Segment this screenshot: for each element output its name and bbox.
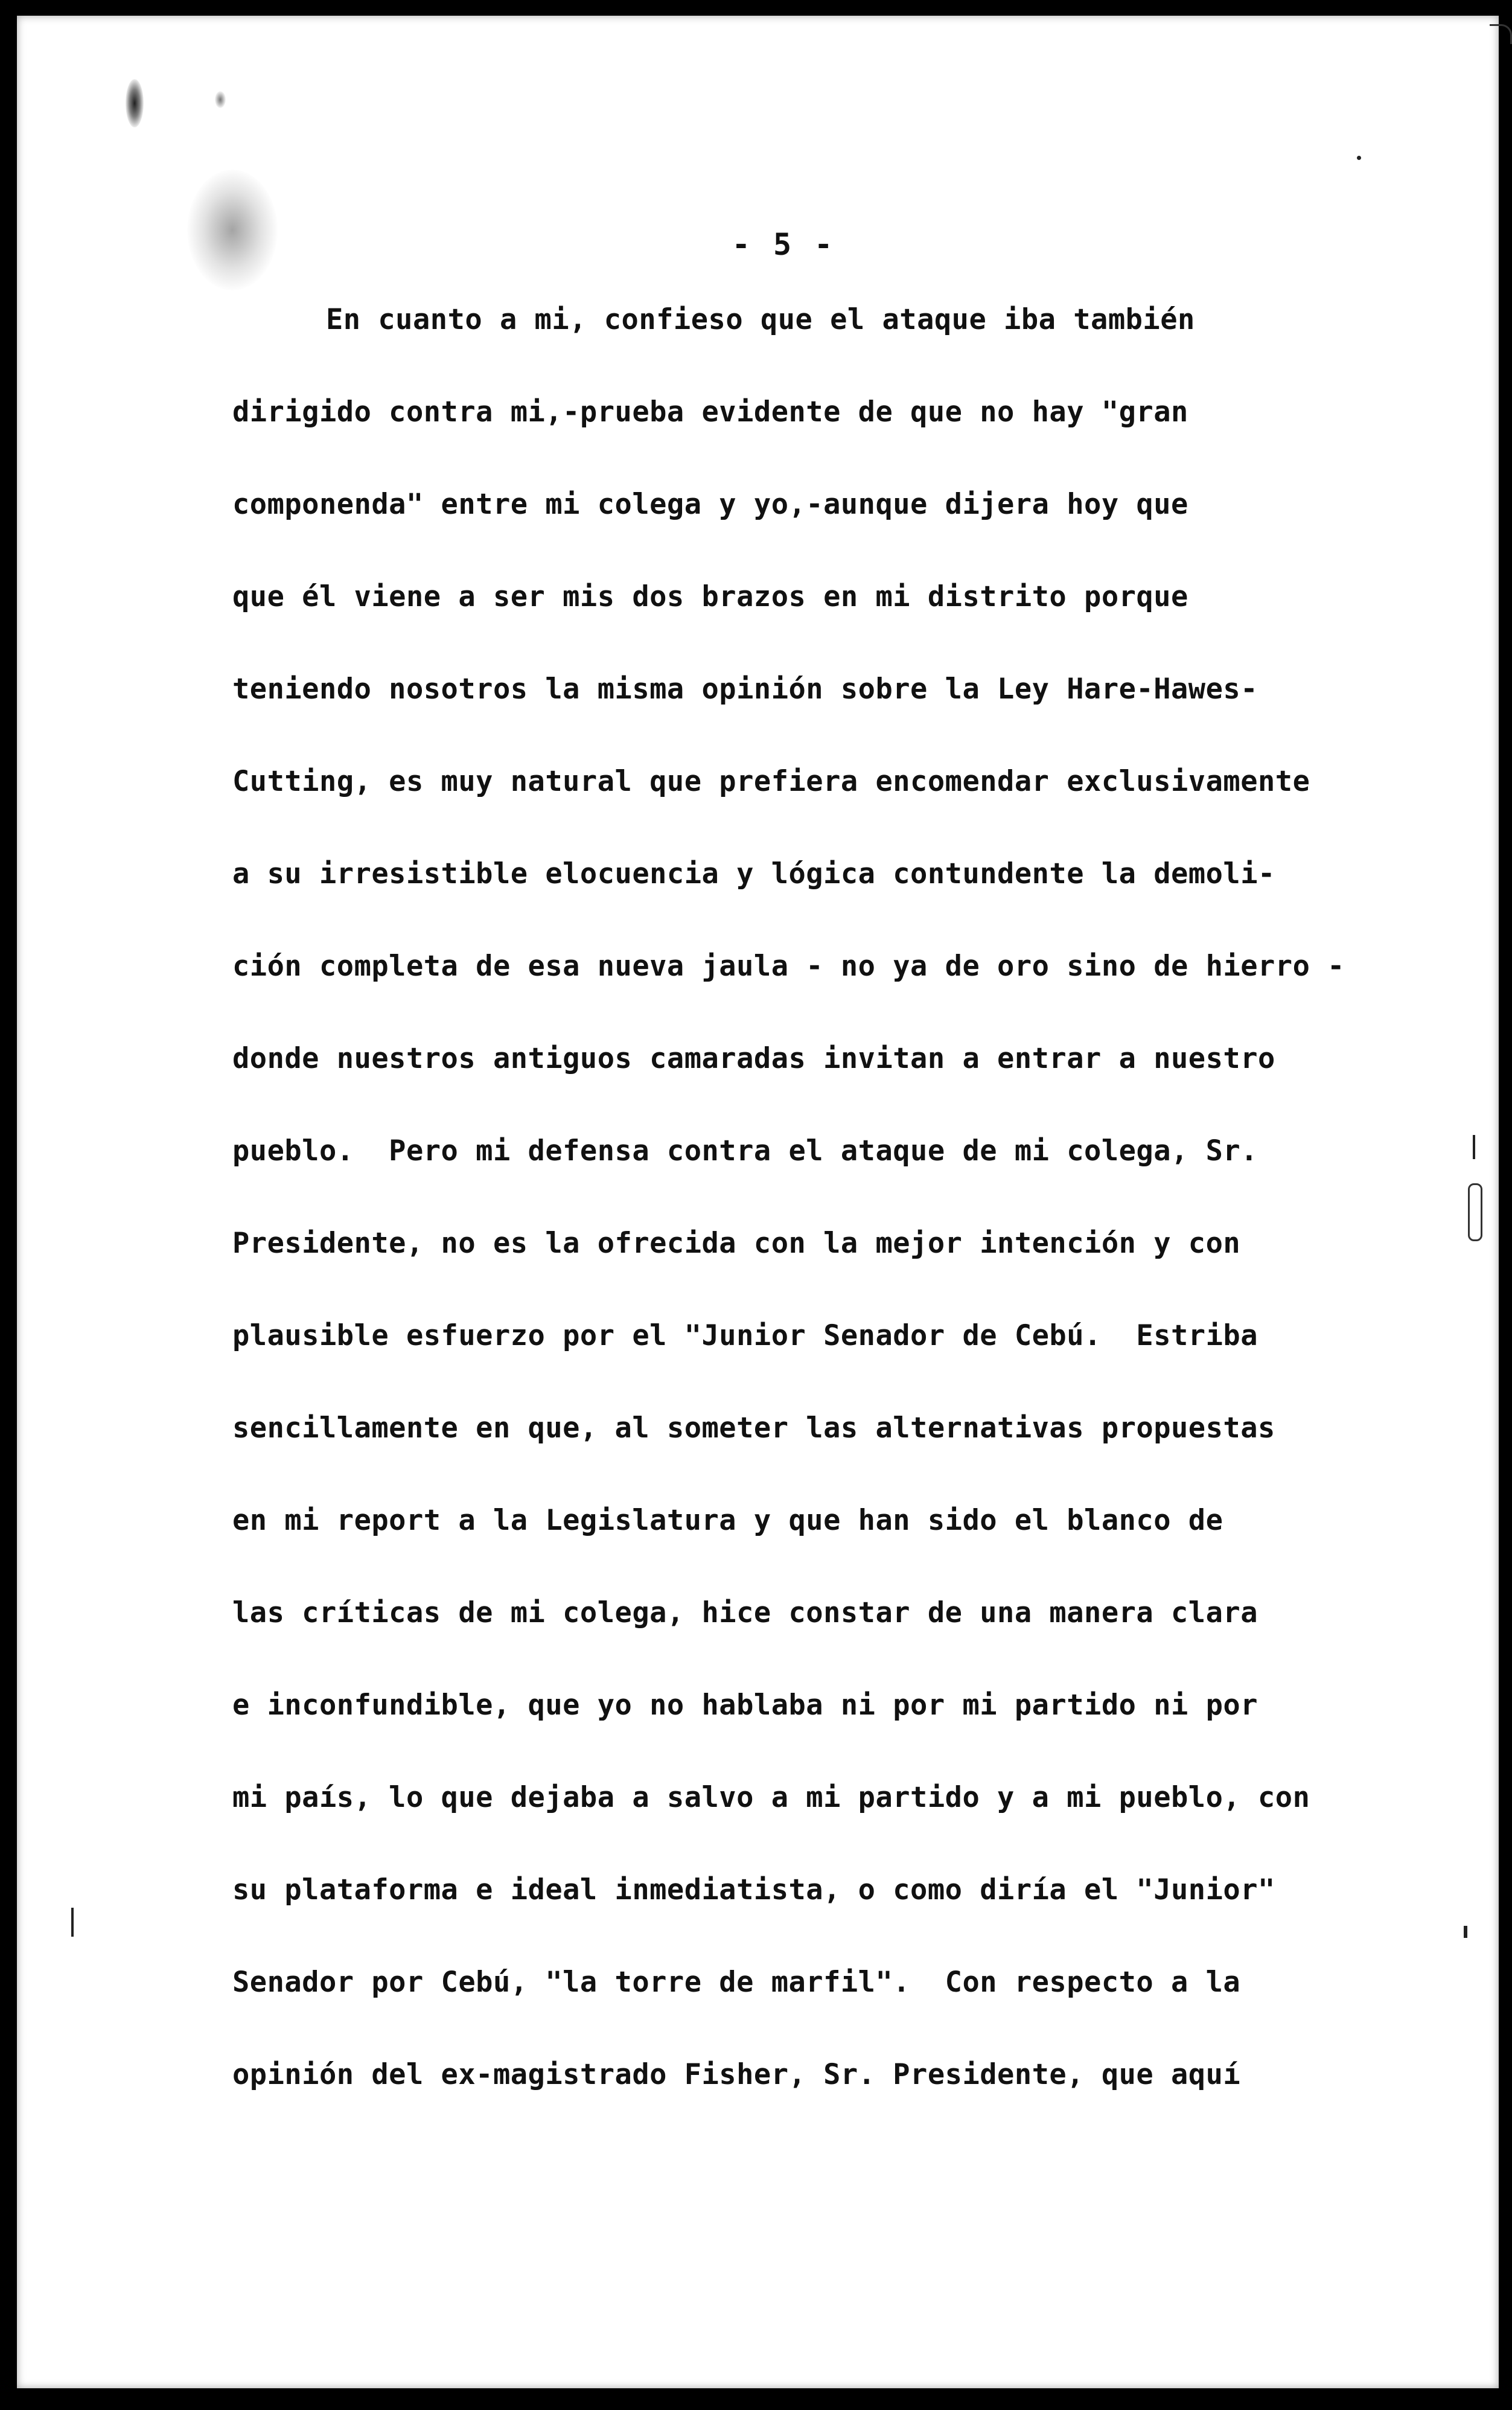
text-line: en mi report a la Legislatura y que han sido el blanco de bbox=[232, 1504, 1223, 1537]
text-line: Presidente, no es la ofrecida con la mejor intención y con bbox=[232, 1227, 1241, 1260]
margin-mark bbox=[71, 1908, 74, 1937]
text-line: ción completa de esa nueva jaula - no ya de oro sino de hierro - bbox=[232, 950, 1345, 983]
text-line: dirigido contra mi,-prueba evidente de que no hay "gran bbox=[232, 395, 1188, 429]
text-line: las críticas de mi colega, hice constar de una manera clara bbox=[232, 1596, 1258, 1629]
margin-mark bbox=[1464, 1926, 1467, 1938]
scan-speck bbox=[1357, 156, 1361, 160]
text-line: teniendo nosotros la misma opinión sobre la Ley Hare-Hawes- bbox=[232, 673, 1258, 706]
text-line: donde nuestros antiguos camaradas invitan a entrar a nuestro bbox=[232, 1042, 1275, 1075]
text-line: componenda" entre mi colega y yo,-aunque dijera hoy que bbox=[232, 488, 1188, 521]
text-line: pueblo. Pero mi defensa contra el ataque de mi colega, Sr. bbox=[232, 1134, 1258, 1168]
text-line: sencillamente en que, al someter las alternativas propuestas bbox=[232, 1411, 1275, 1445]
text-line: opinión del ex-magistrado Fisher, Sr. Presidente, que aquí bbox=[232, 2058, 1241, 2091]
ink-stain bbox=[187, 170, 278, 290]
text-line: plausible esfuerzo por el "Junior Senador de Cebú. Estriba bbox=[232, 1319, 1258, 1352]
text-line: a su irresistible elocuencia y lógica contundente la demoli- bbox=[232, 857, 1275, 890]
margin-mark bbox=[1468, 1183, 1482, 1241]
ink-spot bbox=[215, 91, 226, 108]
ink-spot bbox=[126, 79, 144, 127]
page-number: - 5 - bbox=[732, 227, 835, 262]
text-line: su plataforma e ideal inmediatista, o como diría el "Junior" bbox=[232, 1873, 1275, 1907]
text-line: mi país, lo que dejaba a salvo a mi partido y a mi pueblo, con bbox=[232, 1781, 1310, 1814]
text-line: En cuanto a mi, confieso que el ataque iba también bbox=[326, 303, 1195, 336]
page-body bbox=[232, 302, 1427, 2149]
text-line: que él viene a ser mis dos brazos en mi distrito porque bbox=[232, 580, 1188, 613]
corner-mark bbox=[1490, 24, 1512, 44]
text-line: Cutting, es muy natural que prefiera encomendar exclusivamente bbox=[232, 765, 1310, 798]
text-line: e inconfundible, que yo no hablaba ni por mi partido ni por bbox=[232, 1689, 1258, 1722]
margin-mark bbox=[1473, 1135, 1475, 1159]
text-line: Senador por Cebú, "la torre de marfil". Con respecto a la bbox=[232, 1966, 1241, 1999]
